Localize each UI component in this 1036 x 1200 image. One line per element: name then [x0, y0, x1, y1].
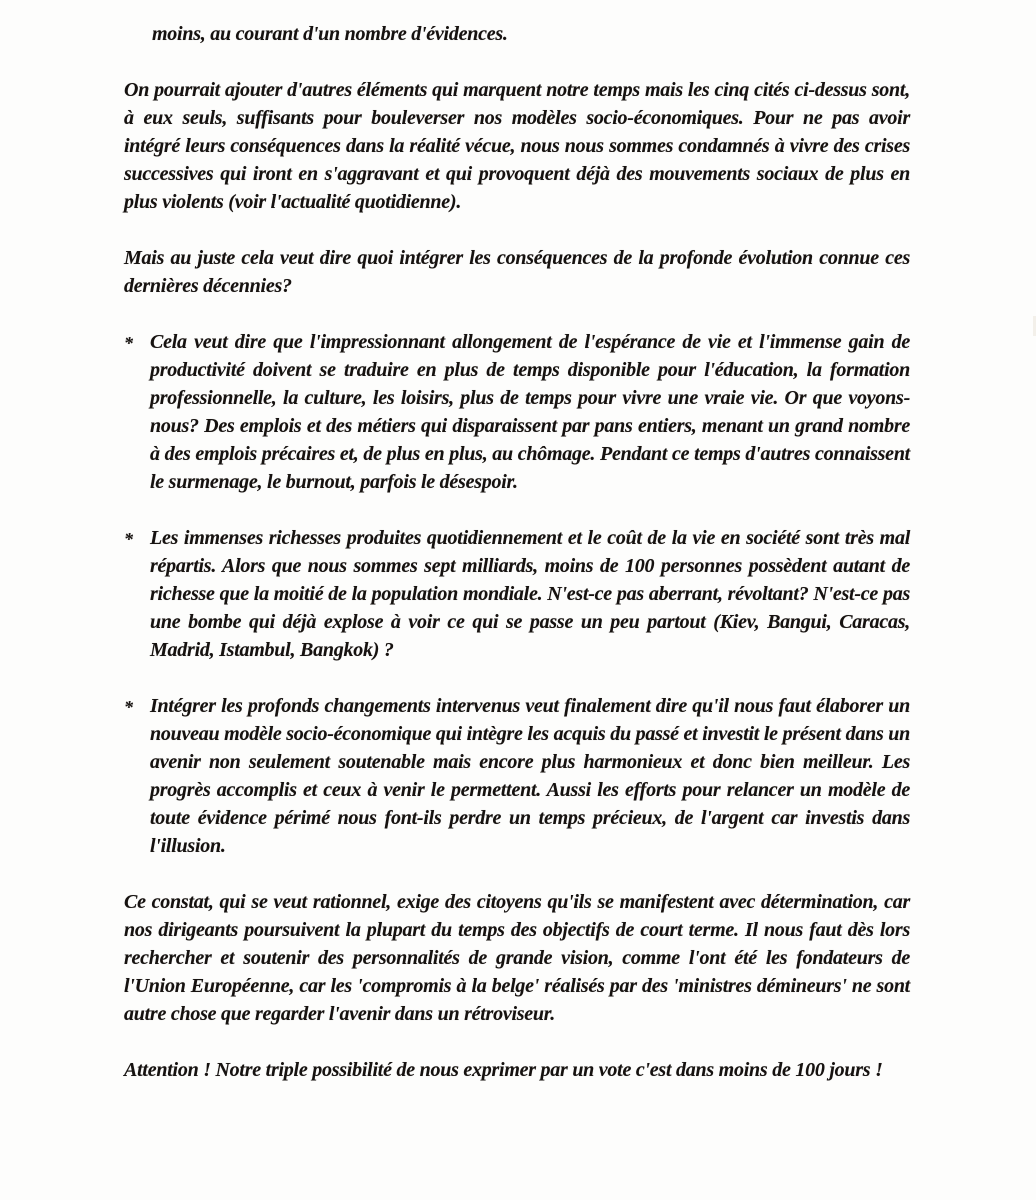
asterisk-bullet-icon: *: [124, 697, 133, 717]
paragraph-continuation: moins, au courant d'un nombre d'évidences.: [152, 23, 508, 45]
paragraph-constat: Ce constat, qui se veut rationnel, exige des citoyens qu'ils se manifestent avec détermination, car nos dirigeants poursuivent la plupart du temps des objectifs de court terme. Il nous faut dès lors rechercher et soutenir des personnalités de grande vision, comme l'ont été les fondateurs de l'Union Européenne, car les 'compromis à la belge' réalisés par des 'ministres démineurs' ne sont autre chose que regarder l'avenir dans un rétroviseur.: [124, 891, 910, 1025]
paragraph-cinq-cites: On pourrait ajouter d'autres éléments qui marquent notre temps mais les cinq cités ci-dessus sont, à eux seuls, suffisants pour bouleverser nos modèles socio-économiques. Pour ne pas avoir intégré leurs conséquences dans la réalité vécue, nous nous sommes condamnés à vivre des crises successives qui iront en s'aggravant et qui provoquent déjà des mouvements sociaux de plus en plus violents (voir l'actualité quotidienne).: [124, 79, 910, 213]
asterisk-bullet-icon: *: [124, 529, 133, 549]
bullet-item-richesses: [124, 524, 910, 664]
bullet-text: Cela veut dire que l'impressionnant allongement de l'espérance de vie et l'immense gain de productivité doivent se traduire en plus de temps disponible pour l'éducation, la formation professionnelle, la culture, les loisirs, plus de temps pour vivre une vraie vie. Or que voyons-nous? Des emplois et des métiers qui disparaissent par pans entiers, menant un grand nombre à des emplois précaires et, de plus en plus, au chômage. Pendant ce temps d'autres connaissent le surmenage, le burnout, parfois le désespoir.: [150, 331, 910, 493]
bullet-text: Les immenses richesses produites quotidiennement et le coût de la vie en société sont très mal répartis. Alors que nous sommes sept milliards, moins de 100 personnes possèdent autant de richesse que la moitié de la population mondiale. N'est-ce pas aberrant, révoltant? N'est-ce pas une bombe qui déjà explose à voir ce qui se passe un peu partout (Kiev, Bangui, Caracas, Madrid, Istambul, Bangkok) ?: [150, 527, 910, 661]
bullet-item-nouveau-modele: [124, 692, 910, 860]
asterisk-bullet-icon: *: [124, 333, 133, 353]
paragraph-question: Mais au juste cela veut dire quoi intégrer les conséquences de la profonde évolution connue ces dernières décennies?: [124, 247, 910, 297]
bullet-text: Intégrer les profonds changements intervenus veut finalement dire qu'il nous faut élaborer un nouveau modèle socio-économique qui intègre les acquis du passé et investit le présent dans un avenir non seulement soutenable mais encore plus harmonieux et donc bien meilleur. Les progrès accomplis et ceux à venir le permettent. Aussi les efforts pour relancer un modèle de toute évidence périmé nous font-ils perdre un temps précieux, de l'argent car investis dans l'illusion.: [150, 695, 910, 857]
paragraph-attention: Attention ! Notre triple possibilité de nous exprimer par un vote c'est dans moins de 100 jours !: [124, 1059, 883, 1081]
bullet-item-esperance-de-vie: [124, 328, 910, 496]
